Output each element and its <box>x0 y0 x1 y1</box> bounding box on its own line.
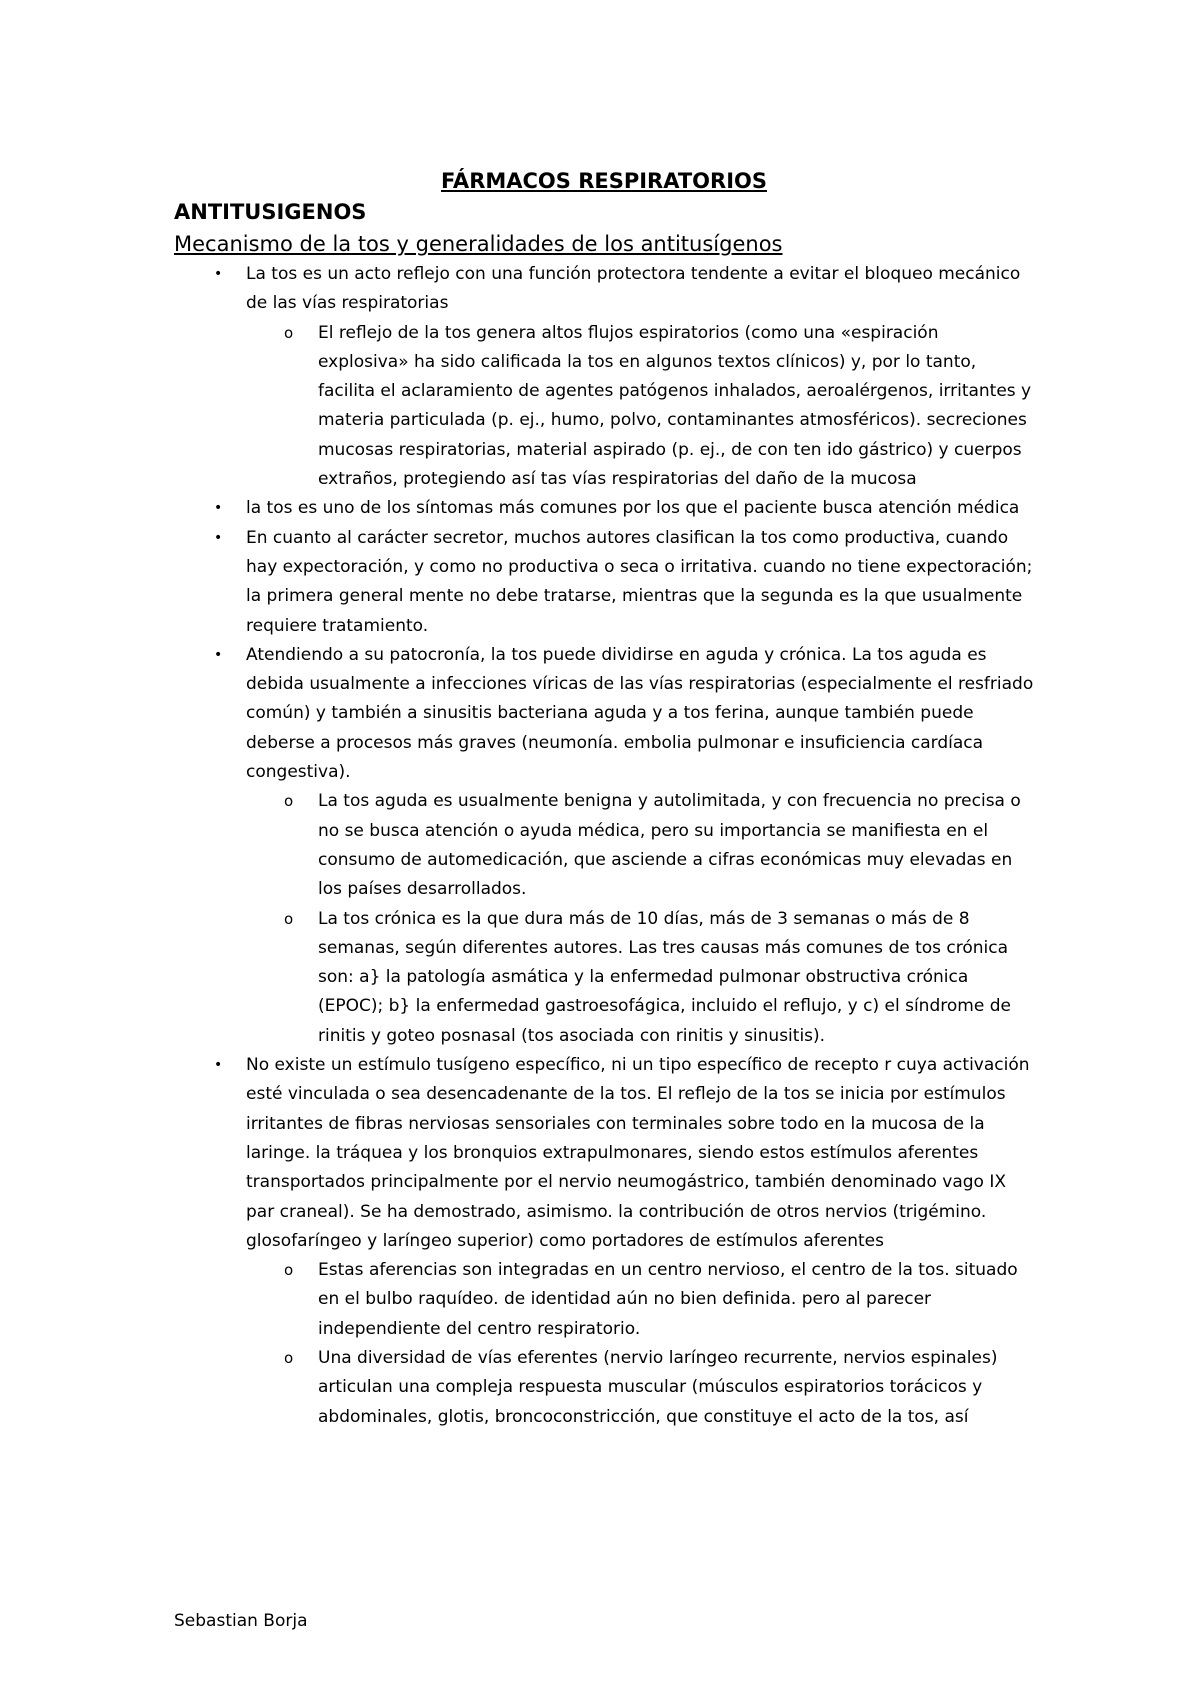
sub-list-item-text: La tos crónica es la que dura más de 10 días, más de 3 semanas o más de 8 semanas, según diferentes autores. Las tres causas más comunes de tos crónica son: a} la patología asmática y la enfermedad pulmonar obstructiva crónica (EPOC); b} la enfermedad gastroesofágica, incluido el reflujo, y c) el síndrome de rinitis y goteo posnasal (tos asociada con rinitis y sinusitis). <box>318 908 1011 1046</box>
document-title: FÁRMACOS RESPIRATORIOS <box>441 169 767 193</box>
section-heading: ANTITUSIGENOS <box>174 200 367 224</box>
sub-list-item <box>246 905 1034 1051</box>
list-item-text: No existe un estímulo tusígeno específico, ni un tipo específico de recepto r cuya activación esté vinculada o sea desencadenante de la tos. El reflejo de la tos se inicia por estímulos irritantes de fibras nerviosas sensoriales con terminales sobre todo en la mucosa de la laringe. la tráquea y los bronquios extrapulmonares, siendo estos estímulos aferentes transportados principalmente por el nervio neumogástrico, también denominado vago IX par craneal). Se ha demostrado, asimismo. la contribución de otros nervios (trigémino. glosofaríngeo y laríngeo superior) como portadores de estímulos aferentes <box>246 1055 1030 1251</box>
sub-bullet-icon: o <box>284 792 294 811</box>
sub-bullet-icon: o <box>284 1261 294 1280</box>
list-item <box>174 524 1034 641</box>
bullet-icon: • <box>214 1057 223 1074</box>
sub-bullet-list <box>246 319 1034 495</box>
sub-list-item <box>246 1344 1034 1432</box>
sub-list-item <box>246 319 1034 495</box>
list-item <box>174 1051 1034 1432</box>
sub-bullet-icon: o <box>284 1348 294 1367</box>
list-item <box>174 260 1034 494</box>
sub-list-item-text: El reflejo de la tos genera altos flujos espiratorios (como una «espiración explosiva» ha sido calificada la tos en algunos textos clínicos) y, por lo tanto, facilita el aclaramiento de agentes patógenos inhalados, aeroalérgenos, irritantes y materia particulada (p. ej., humo, polvo, contaminantes atmosféricos). secreciones mucosas respiratorias, material aspirado (p. ej., de con ten ido gástrico) y cuerpos extraños, protegiendo así tas vías respiratorias del daño de la mucosa <box>318 322 1032 490</box>
sub-bullet-icon: o <box>284 909 294 928</box>
subsection-heading: Mecanismo de la tos y generalidades de los antitusígenos <box>174 232 783 256</box>
list-item-text: La tos es un acto reflejo con una función protectora tendente a evitar el bloqueo mecánico de las vías respiratorias <box>246 264 1021 314</box>
list-item-text: la tos es uno de los síntomas más comunes por los que el paciente busca atención médica <box>246 498 1020 519</box>
sub-bullet-icon: o <box>284 323 294 342</box>
list-item <box>174 641 1034 1051</box>
sub-bullet-list <box>246 787 1034 1051</box>
bullet-icon: • <box>214 266 223 282</box>
document-body <box>174 166 1034 1432</box>
bullet-list <box>174 260 1034 1432</box>
bullet-icon: • <box>214 529 223 546</box>
sub-bullet-list <box>246 1256 1034 1432</box>
list-item-text: Atendiendo a su patocronía, la tos puede dividirse en aguda y crónica. La tos aguda es debida usualmente a infecciones víricas de las vías respiratorias (especialmente el resfriado común) y también a sinusitis bacteriana aguda y a tos ferina, aunque también puede deberse a procesos más graves (neumonía. embolia pulmonar e insuficiencia cardíaca congestiva). <box>246 644 1034 783</box>
sub-list-item <box>246 787 1034 904</box>
list-item-text: En cuanto al carácter secretor, muchos autores clasifican la tos como productiva, cuando hay expectoración, y como no productiva o seca o irritativa. cuando no tiene expectoración; la primera general mente no debe tratarse, mientras que la segunda es la que usualmente requiere tratamiento. <box>246 527 1033 636</box>
footer-author: Sebastian Borja <box>174 1611 308 1631</box>
list-item <box>174 494 1034 523</box>
bullet-icon: • <box>214 500 223 517</box>
sub-list-item <box>246 1256 1034 1344</box>
sub-list-item-text: Estas aferencias son integradas en un centro nervioso, el centro de la tos. situado en el bulbo raquídeo. de identidad aún no bien definida. pero al parecer independiente del centro respiratorio. <box>318 1260 1018 1339</box>
bullet-icon: • <box>214 646 223 663</box>
sub-list-item-text: Una diversidad de vías eferentes (nervio laríngeo recurrente, nervios espinales) articulan una compleja respuesta muscular (músculos espiratorios torácicos y abdominales, glotis, broncoconstricción, que constituye el acto de la tos, así <box>318 1347 998 1427</box>
sub-list-item-text: La tos aguda es usualmente benigna y autolimitada, y con frecuencia no precisa o no se busca atención o ayuda médica, pero su importancia se manifiesta en el consumo de automedicación, que asciende a cifras económicas muy elevadas en los países desarrollados. <box>318 791 1021 900</box>
